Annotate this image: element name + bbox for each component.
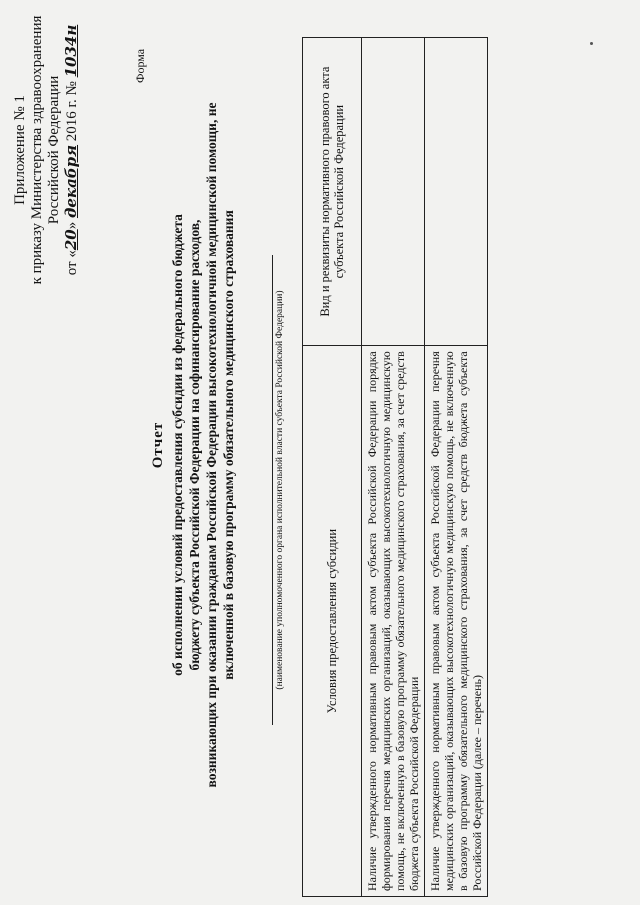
report-title [150,75,237,815]
date-month: декабря [62,144,80,219]
row-1-act [362,38,425,346]
appendix-date [63,15,81,285]
appendix-order: к приказу Министерства здравоохранения [29,15,45,285]
title-line-1: об исполнении условий предоставления субсидии из федерального бюджета [170,214,185,676]
header-act: Вид и реквизиты нормативного правового акта субъекта Российской Федерации [303,38,362,346]
form-label: Форма [133,48,147,83]
row-2-act [425,38,488,346]
row-1-conditions: Наличие утвержденного нормативным правовым актом субъекта Российской Федерации порядка формирования перечня медицинских организаций, оказывающих высокотехнологичную медицинскую помощь, не включенную в базовую программу обязательного медицинского страхования, за счет средств бюджета субъекта Российской Федерации [362,346,425,897]
header-conditions: Условия предоставления субсидии [303,346,362,897]
table-row [362,38,425,897]
title-line-3: возникающих при оказании гражданам Российской Федерации высокотехнологичной медицинской помощи, не [204,102,219,788]
table-header-row [303,38,362,897]
table-row [425,38,488,897]
report-heading: Отчет [150,421,166,469]
date-mid: » [64,218,80,230]
scan-speck [590,42,593,45]
date-year: 2016 г. № [64,77,80,145]
title-line-4: включенной в базовую программу обязательного медицинского страхования [221,210,236,680]
title-line-2: бюджету субъекта Российской Федерации на софинансирование расходов, [187,219,202,671]
org-name-line [272,255,273,725]
date-prefix: от « [64,250,80,276]
appendix-number: Приложение № 1 [12,95,28,205]
appendix-block [12,15,81,285]
row-2-conditions: Наличие утвержденного нормативным правовым актом субъекта Российской Федерации перечня медицинских организаций, оказывающих высокотехнологичную медицинскую помощь, не включенную в базовую программу обязательного медицинского страхования, за счет средств бюджета субъекта Российской Федерации (далее – перечень) [425,346,488,897]
date-day: 20 [62,229,80,251]
order-number: 1034н [62,24,80,78]
conditions-table [302,37,488,897]
appendix-ministry: Российской Федерации [46,75,62,225]
org-name-caption: (наименование уполномоченного органа исполнительной власти субъекта Российской Федерации) [275,290,285,690]
